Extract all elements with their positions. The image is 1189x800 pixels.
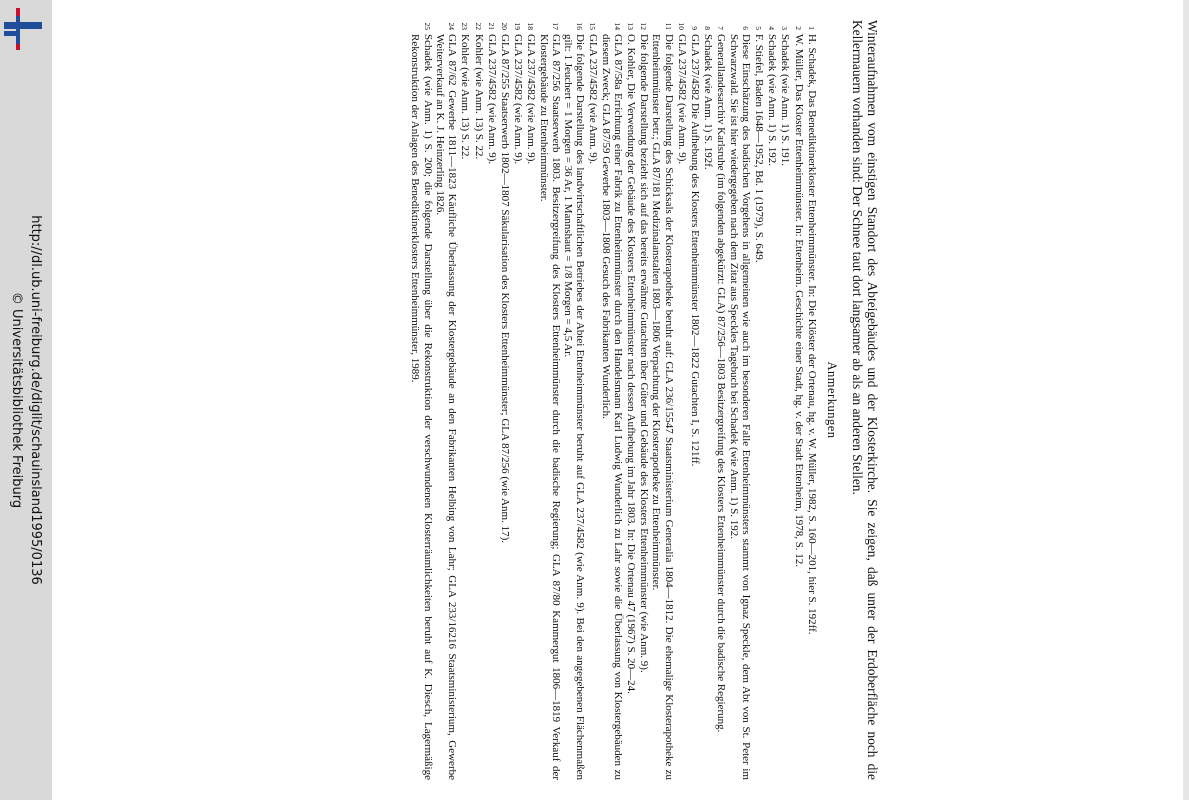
footnote-number: 6 bbox=[740, 26, 750, 30]
footnote-text: GLA 237/4582 (wie Anm. 9). bbox=[587, 34, 600, 165]
footnote-number: 4 bbox=[767, 26, 777, 30]
footnote bbox=[675, 20, 688, 780]
footnote-text: O. Kohler, Die Verwendung der Gebäude des Klosters Ettenheimmünster nach dessen Aufhebung im Jahr 1803. In: Die Ortenau 47 (1967) S. 20—24. bbox=[624, 34, 637, 694]
footnote-number: 22 bbox=[473, 22, 483, 30]
footnote-text: F. Stiefel, Baden 1648—1952, Bd. 1 (1979), S. 649. bbox=[752, 34, 765, 263]
footnote-number: 12 bbox=[639, 22, 649, 30]
footnote-text: GLA 87/62 Gewerbe 1811—1823 Käufliche Überlassung der Klostergebäude an den Fabrikanten Helbing von Lahr; GLA 233/16216 Staatsministerium, Gewerbe Weiterverkauf an K. J. Heinzerling 1826. bbox=[433, 34, 459, 780]
scanned-page-area bbox=[250, 20, 1010, 780]
footnote-text: Die folgende Darstellung des Schicksals der Klosterapotheke beruht auf: GLA 236/15547 Staatsministerium Generalia 1804—1812. Die ehemalige Klosterapotheke zu Ettenheimmünster betr.; GLA 87/181 Medizinalanstalten 1803—1806 Verpachtung der Klosterapotheke zu Ettenheimmünster. bbox=[650, 34, 675, 780]
footnote-text: GLA 237/4582 (wie Anm. 9). bbox=[675, 34, 688, 165]
footnote-number: 1 bbox=[806, 26, 816, 30]
footnote bbox=[727, 20, 751, 780]
footnote bbox=[586, 20, 599, 780]
footnote-number: 18 bbox=[526, 22, 536, 30]
footnote-number: 2 bbox=[793, 26, 803, 30]
footnote-number: 9 bbox=[689, 26, 699, 30]
footnote-number: 20 bbox=[499, 22, 509, 30]
footnote-text: Generallandesarchiv Karlsruhe (im folgenden abgekürzt: GLA) 87/256—1803 Besitzergreifung des Klosters Ettenheimmünster durch die badische Regierung. bbox=[715, 34, 728, 733]
footnote-text: Die folgende Darstellung bezieht sich auf das bereits erwähnte Gutachten über Güter und Gebäude des Klosters Ettenheimmünster (wie Anm. 9). bbox=[638, 34, 651, 673]
footnote-text: W. Müller, Das Kloster Ettenheimmünster. In: Ettenheim. Geschichte einer Stadt, hg. v. der Stadt Ettenheim, 1978, S. 12. bbox=[792, 34, 805, 568]
footnote-number: 19 bbox=[513, 22, 523, 30]
footnote-text: Schadek (wie Anm. 1) S. 191. bbox=[779, 34, 792, 166]
footnote-text: GLA 87/256 Staatserwerb 1803. Besitzergreifung des Klosters Ettenheimmünster durch die badische Regierung; GLA 87/80 Kammergut 1806—1819 Verkauf der Klostergebäude zu Ettenheimmünster. bbox=[537, 34, 562, 780]
footnote bbox=[624, 20, 637, 780]
notes-heading: Anmerkungen bbox=[825, 361, 839, 439]
footnote bbox=[791, 20, 804, 780]
footnote bbox=[498, 20, 511, 780]
footnote bbox=[752, 20, 765, 780]
footnote-number: 21 bbox=[486, 22, 496, 30]
footnote-number: 25 bbox=[422, 22, 432, 30]
footnote bbox=[765, 20, 778, 780]
footnote bbox=[599, 20, 623, 780]
university-logo-icon[interactable] bbox=[2, 6, 44, 50]
footnote-number: 15 bbox=[588, 22, 598, 30]
footnote-number: 3 bbox=[780, 26, 790, 30]
footnote-text: GLA 87/255 Staatserwerb 1802—1807 Säkularisation des Klosters Ettenheimmünster; GLA 87/256 (wie Anm. 17). bbox=[498, 34, 511, 543]
footnote-number: 23 bbox=[460, 22, 470, 30]
footnote-text: Schadek (wie Anm. 1) S. 192. bbox=[766, 34, 779, 166]
footnote bbox=[409, 20, 433, 780]
footnote bbox=[485, 20, 498, 780]
footnote bbox=[458, 20, 471, 780]
footnote bbox=[524, 20, 537, 780]
footnote-number: 5 bbox=[753, 26, 763, 30]
footnote-number: 24 bbox=[447, 22, 457, 30]
footnote-number: 16 bbox=[575, 22, 585, 30]
footnote bbox=[778, 20, 791, 780]
viewer-sidebar bbox=[0, 0, 52, 800]
footnote-number: 10 bbox=[676, 22, 686, 30]
footnote-text: Diese Einschätzung des badischen Vorgehens in allgemeinen wie auch im besonderen Falle Ettenheimmünsters stammt von Ignaz Speckle, dem Abt von St. Peter im Schwarzwald. Sie ist hier wiedergegeben nach dem Zitat aus Speckles Tagebuch bei Schadek (wie Anm. 1) S. 192. bbox=[727, 34, 752, 780]
caption-text: Winteraufnahmen vom einstigen Standort des Abteigebäudes und der Klosterkirche. Sie zeigen, daß unter der Erdoberfläche noch die Kellermauern vorhanden sind: Der Schnee taut dort langsamer ab als an anderen Stellen. bbox=[850, 20, 880, 780]
footnote-text: H. Schadek, Das Benediktinerkloster Ettenheimmünster. In: Die Klöster der Ortenau, hg. v. W. Müller, 1982, S. 160—201, hier S. 192ff. bbox=[805, 34, 818, 635]
footnote-number: 7 bbox=[716, 26, 726, 30]
footnote-text: Kohler (wie Anm. 13) S. 22. bbox=[459, 34, 472, 160]
viewer-credit bbox=[7, 215, 45, 585]
footnote-text: GLA 237/4582 Die Aufhebung des Klosters Ettenheimmünster 1802—1822 Gutachten I, S. 121ff. bbox=[688, 34, 701, 467]
footnote-number: 13 bbox=[625, 22, 635, 30]
footnote-text: Schadek (wie Anm. 1) S. 192f. bbox=[702, 34, 715, 170]
document-url[interactable]: http://dl.ub.uni-freiburg.de/diglit/schauinsland1995/0136 bbox=[28, 215, 43, 585]
copyright-notice: © Universitätsbibliothek Freiburg bbox=[9, 291, 24, 509]
footnote bbox=[434, 20, 458, 780]
footnote bbox=[701, 20, 714, 780]
scanned-page bbox=[380, 20, 880, 780]
footnote bbox=[805, 20, 818, 780]
notes-list bbox=[409, 20, 818, 780]
footnote-text: GLA 87/58a Errichtung einer Fabrik zu Ettenheimmünster durch den Handelsmann Karl Ludwig Wunderlich zu Lahr sowie die Überlassung von Klostergebäuden zu diesem Zweck; GLA 87/59 Gewerbe 1803—1808 Gesuch des Fabrikanten Wunderlich. bbox=[599, 34, 624, 780]
footnote-number: 17 bbox=[550, 22, 560, 30]
footnote-text: GLA 237/4582 (wie Anm. 9). bbox=[485, 34, 498, 165]
footnote-text: GLA 237/4582 (wie Anm. 9). bbox=[512, 34, 525, 165]
footnote-text: Kohler (wie Anm. 13) S. 22. bbox=[472, 34, 485, 160]
footnote-number: 8 bbox=[703, 26, 713, 30]
footnote bbox=[471, 20, 484, 780]
footnote-text: GLA 237/4582 (wie Anm. 9). bbox=[525, 34, 538, 165]
footnote-number: 11 bbox=[663, 22, 673, 30]
footnote-number: 14 bbox=[612, 22, 622, 30]
footnote bbox=[650, 20, 674, 780]
footnote bbox=[562, 20, 586, 780]
footnote bbox=[537, 20, 561, 780]
footnote bbox=[714, 20, 727, 780]
footnote-text: Schadek (wie Anm. 1) S. 200; die folgende Darstellung über die Rekonstruktion der verschwundenen Klosterräumlichkeiten beruht auf K. Diesch, Lagermäßige Rekonstruktion der Anlagen des Benediktinerklosters Ettenheimmünster, 1989. bbox=[409, 34, 434, 780]
scrollbar[interactable] bbox=[1183, 0, 1189, 800]
footnote bbox=[511, 20, 524, 780]
footnote-text: Die folgende Darstellung des landwirtschaftlichen Betriebes der Abtei Ettenheimmünster beruht auf GLA 237/4582 (wie Anm. 9). Bei den angegebenen Flächenmaßen gilt: 1 Jeuchert = 1 Morgen = 36 Ar, 1 Mannshaut = 1/8 Morgen = 4,5 Ar. bbox=[561, 34, 587, 780]
footnote bbox=[688, 20, 701, 780]
footnote bbox=[637, 20, 650, 780]
